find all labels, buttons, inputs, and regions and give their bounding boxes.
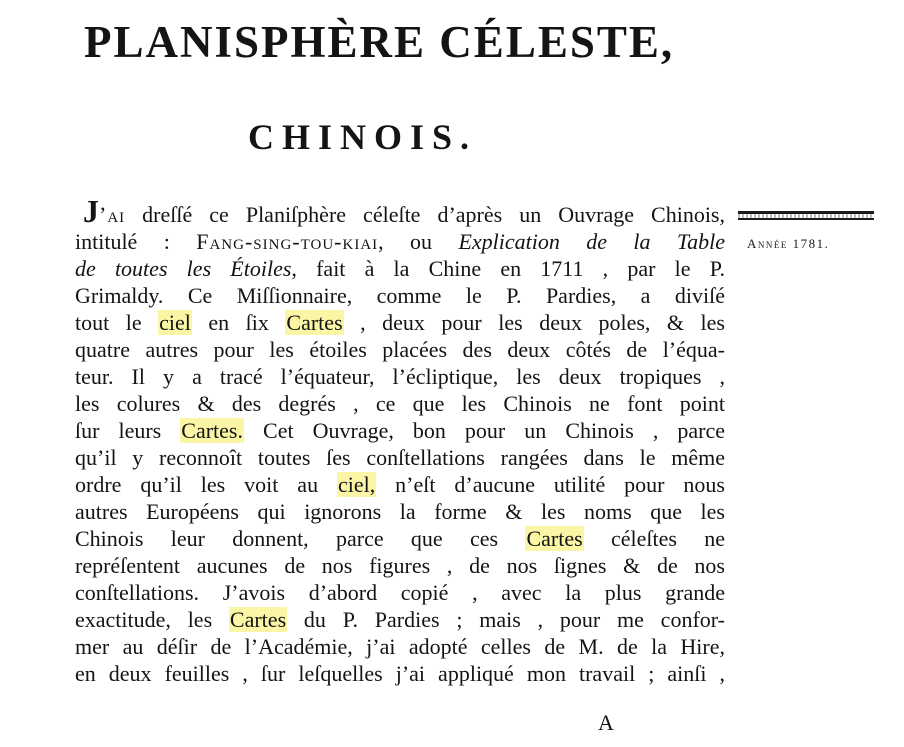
text-line-10: qu’il y reconnoît toutes ſes conſtellations rangées dans le même xyxy=(75,445,725,470)
highlighted-term: Cartes xyxy=(286,310,343,335)
text-run: ſur leurs xyxy=(75,418,181,443)
text-run: Cet Ouvrage, bon pour un Chinois , parce xyxy=(243,418,725,443)
signature-mark: A xyxy=(598,710,614,735)
page-title: PLANISPHÈRE CÉLESTE, xyxy=(84,17,675,67)
text-run: , ou xyxy=(378,229,459,254)
highlighted-term: Cartes xyxy=(526,526,583,551)
page-subtitle: CHINOIS. xyxy=(248,117,478,157)
highlighted-term: ciel, xyxy=(337,472,376,497)
text-run: , fait à la Chine en 1711 , par le P. xyxy=(291,256,725,281)
text-line-3 xyxy=(75,255,725,282)
text-run: du P. Pardies ; mais , pour me confor- xyxy=(287,607,725,632)
text-run: ordre qu’il les voit au xyxy=(75,472,337,497)
text-line-1 xyxy=(75,195,725,228)
text-line-6: quatre autres pour les étoiles placées des deux côtés de l’équa- xyxy=(75,337,725,362)
text-line-15: conſtellations. J’avois d’abord copié , avec la plus grande xyxy=(75,580,725,605)
highlighted-term: ciel xyxy=(159,310,191,335)
text-run: céleſtes ne xyxy=(583,526,725,551)
text-run: exactitude, les xyxy=(75,607,229,632)
text-line-18: en deux feuilles , ſur leſquelles j’ai appliqué mon travail ; ainſi , xyxy=(75,661,725,686)
text-line-5 xyxy=(75,309,725,336)
text-line-8: les colures & des degrés , ce que les Chinois ne font point xyxy=(75,391,725,416)
text-line-12: autres Européens qui ignorons la forme & les noms que les xyxy=(75,499,725,524)
text-line-4: Grimaldy. Ce Miſſionnaire, comme le P. Pardies, a diviſé xyxy=(75,283,725,308)
text-run: , deux pour les deux poles, & les xyxy=(343,310,725,335)
small-caps-title: Fang-sing-tou-kiai xyxy=(196,229,379,254)
text-line-9 xyxy=(75,417,725,444)
highlighted-term: Cartes. xyxy=(181,418,243,443)
text-line-11 xyxy=(75,471,725,498)
small-caps-text: ’ai xyxy=(99,202,126,227)
text-run: intitulé : xyxy=(75,229,197,254)
italic-title: de toutes les Étoiles xyxy=(75,256,292,281)
drop-cap: J xyxy=(83,193,99,229)
margin-ornament-rule xyxy=(738,211,874,220)
text-line-14: repréſentent aucunes de nos figures , de nos ſignes & de nos xyxy=(75,553,725,578)
text-run: en ſix xyxy=(191,310,286,335)
margin-year-note: Année 1781. xyxy=(747,236,830,251)
text-run: n’eſt d’aucune utilité pour nous xyxy=(376,472,725,497)
text-line-2 xyxy=(75,228,725,255)
body-paragraph xyxy=(75,195,725,687)
text-run: dreſſé ce Planiſphère céleſte d’après un Ouvrage Chinois, xyxy=(125,202,725,227)
text-line-7: teur. Il y a tracé l’équateur, l’écliptique, les deux tropiques , xyxy=(75,364,725,389)
text-line-17: mer au déſir de l’Académie, j’ai adopté celles de M. de la Hire, xyxy=(75,634,725,659)
text-line-13 xyxy=(75,525,725,552)
highlighted-term: Cartes xyxy=(229,607,287,632)
text-run: tout le xyxy=(75,310,159,335)
text-line-16 xyxy=(75,606,725,633)
text-run: Chinois leur donnent, parce que ces xyxy=(75,526,526,551)
italic-title: Explication de la Table xyxy=(458,229,725,254)
